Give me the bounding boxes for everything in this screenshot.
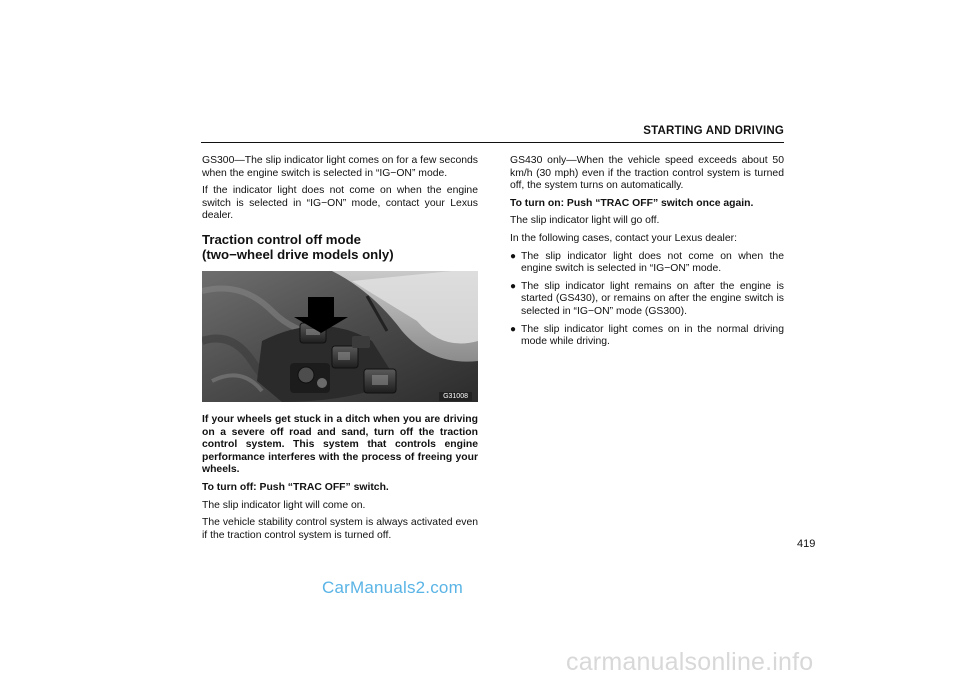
right-column: [510, 155, 784, 354]
dealer-cases-list: [510, 251, 784, 349]
turn-off-instruction: To turn off: Push “TRAC OFF” switch.: [202, 481, 389, 493]
list-item: [510, 281, 784, 319]
gs300-paragraph: [202, 155, 478, 180]
console-illustration: [202, 271, 478, 402]
list-item-text: The slip indicator light comes on in the normal driving mode while driving.: [521, 323, 784, 348]
dealer-cases-intro: In the following cases, contact your Lexus dealer:: [510, 232, 737, 244]
stability-note: The vehicle stability control system is always activated even if the traction control system is turned off.: [202, 517, 478, 541]
watermark-carmanualsonline[interactable]: carmanualsonline.info: [566, 648, 814, 676]
heading-line-1: Traction control off mode: [202, 231, 361, 247]
trac-off-switch-photo: [202, 271, 478, 402]
list-item-text: The slip indicator light remains on after the engine is started (GS430), or remains on after the engine switch is selected in “IG−ON” mode (GS300).: [521, 280, 784, 317]
heading-line-2: (two−wheel drive models only): [202, 246, 394, 262]
figure-caption: If your wheels get stuck in a ditch when you are driving on a severe off road and sand, turn off the traction control system. This system that controls engine performance interferes with the process of freeing your wheels.: [202, 413, 478, 476]
gs430-paragraph: [510, 155, 784, 193]
gs430-text: —When the vehicle speed exceeds about 50 km/h (30 mph) even if the traction control system is turned off, the system turns on automatically.: [510, 155, 784, 192]
indicator-on-note: The slip indicator light will come on.: [202, 499, 366, 511]
section-heading: [202, 232, 478, 262]
bullet-icon: ●: [510, 280, 517, 292]
gs300-lead: GS300: [202, 155, 235, 166]
gs430-lead: GS430 only: [510, 155, 567, 166]
bullet-icon: ●: [510, 250, 517, 262]
list-item: [510, 251, 784, 276]
dealer-paragraph: If the indicator light does not come on when the engine switch is selected in “IG−ON” mode, contact your Lexus dealer.: [202, 185, 478, 222]
bullet-icon: ●: [510, 323, 517, 335]
gs300-text: —The slip indicator light comes on for a few seconds when the engine switch is selected in “IG−ON” mode.: [202, 155, 478, 179]
watermark-carmanuals2[interactable]: CarManuals2.com: [322, 578, 463, 597]
header-rule: [201, 142, 784, 143]
list-item: [510, 324, 784, 349]
figure-code: G31008: [439, 392, 472, 401]
left-column: [202, 155, 478, 547]
indicator-off-note: The slip indicator light will go off.: [510, 215, 660, 227]
list-item-text: The slip indicator light does not come on when the engine switch is selected in “IG−ON” mode.: [521, 250, 784, 275]
section-title: STARTING AND DRIVING: [643, 125, 784, 137]
turn-on-instruction: To turn on: Push “TRAC OFF” switch once again.: [510, 197, 754, 209]
page-number: 419: [797, 538, 816, 550]
